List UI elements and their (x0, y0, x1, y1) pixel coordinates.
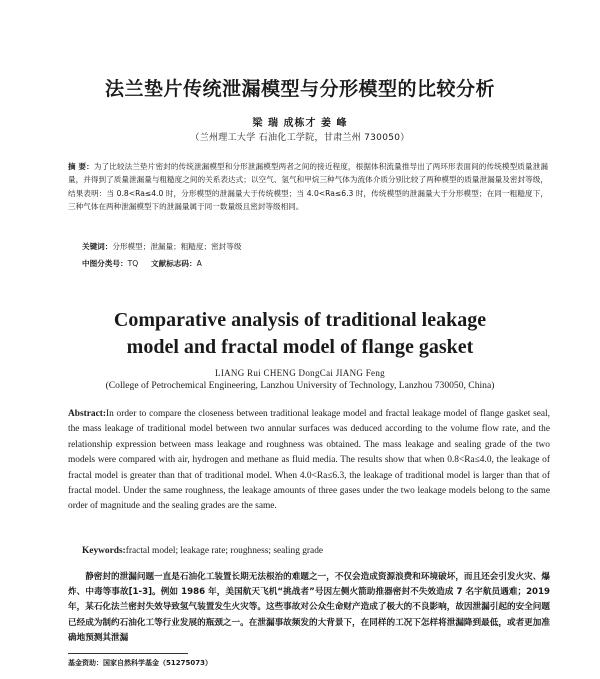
english-title-line-2: model and fractal model of flange gasket (126, 336, 474, 358)
footnote-divider (68, 653, 188, 654)
chinese-keywords-text: 分形模型；泄漏量；粗糙度；密封等级 (112, 242, 242, 251)
english-authors: LIANG Rui CHENG DongCai JIANG Feng (215, 368, 385, 378)
english-abstract-text: In order to compare the closeness between traditional leakage model and fractal leakage model of flange gasket seal, the mass leakage of traditional model between two annular surfaces was deduced according to the volume flow rate, and the relationship expression between mass leakage and roughness was obtained. The mass leakage and sealing grade of the two models were compared with air, hydrogen and methane as fluid media. The results show that when 0.8<Ra≤4.0, the leakage of fractal model is greater than that of traditional model. When 4.0<Ra≤6.3, the leakage of traditional model is larger than that of fractal model. Under the same roughness, the leakage amounts of three gases under the two leakage models belong to the same order of magnitude and the sealing grades are the same. (68, 409, 550, 512)
english-abstract (68, 407, 550, 515)
english-affiliation: (College of Petrochemical Engineering, Lanzhou University of Technology, Lanzhou 730050, China) (105, 380, 495, 391)
english-abstract-label: Abstract: (68, 409, 107, 419)
class-number-value: TQ (127, 259, 139, 268)
chinese-affiliation: （兰州理工大学 石油化工学院，甘肃兰州 730050） (190, 133, 410, 143)
chinese-authors: 梁 瑞 成栋才 姜 峰 (252, 118, 348, 129)
doc-code-value: A (196, 259, 202, 268)
english-title-line-1: Comparative analysis of traditional leakage (113, 309, 487, 331)
english-keywords-label: Keywords: (82, 546, 126, 556)
english-keywords (82, 546, 552, 556)
doc-code-label: 文献标志码： (151, 259, 197, 268)
chinese-keywords (82, 241, 552, 252)
class-number-label: 中图分类号： (82, 259, 128, 268)
english-keywords-text: fractal model; leakage rate; roughness; sealing grade (125, 546, 324, 556)
chinese-title: 法兰垫片传统泄漏模型与分形模型的比较分析 (104, 78, 495, 100)
chinese-abstract-label: 摘 要： (68, 162, 94, 171)
body-paragraph: 静密封的泄漏问题一直是石油化工装置长期无法根治的难题之一，不仅会造成资源浪费和环境破坏，而且还会引发火灾、爆炸、中毒等事故[1-3]。例如 1986 年，美国航天飞机“挑战者”号因左侧火箭助推器密封不失效造成 7 名宇航员遇难；2019 年，某石化法兰密封失效导致氢气装置发生火灾等。这些事故对公众生命财产造成了极大的不良影响，故因泄漏引起的安全问题已经成为制约石油化工等行业发展的瓶颈之一。在泄漏事故频发的大背景下，在同样的工况下怎样将泄漏降到最低，或者更加准确地预测其泄漏 (68, 572, 550, 643)
footnote-funding: 基金资助：国家自然科学基金（51275073） (68, 659, 212, 667)
chinese-abstract-text: 为了比较法兰垫片密封的传统泄漏模型和分形泄漏模型两者之间的接近程度，根据体积流量推导出了两环形表面间的传统模型质量泄漏量，并得到了质量泄漏量与粗糙度之间的关系表达式；以空气、氢气和甲烷三种气体为流体介质分别比较了两种模型的质量泄漏量及密封等级，结果表明：当 0.8<Ra≤4.0 时，分形模型的泄漏量大于传统模型；当 4.0<Ra≤6.3 时，传统模型的泄漏量大于分形模型；在同一粗糙度下，三种气体在两种泄漏模型下的泄漏量属于同一数量级且密封等级相同。 (68, 162, 548, 212)
chinese-keywords-label: 关键词： (82, 242, 113, 251)
chinese-classification (82, 258, 552, 269)
chinese-abstract (68, 160, 548, 214)
